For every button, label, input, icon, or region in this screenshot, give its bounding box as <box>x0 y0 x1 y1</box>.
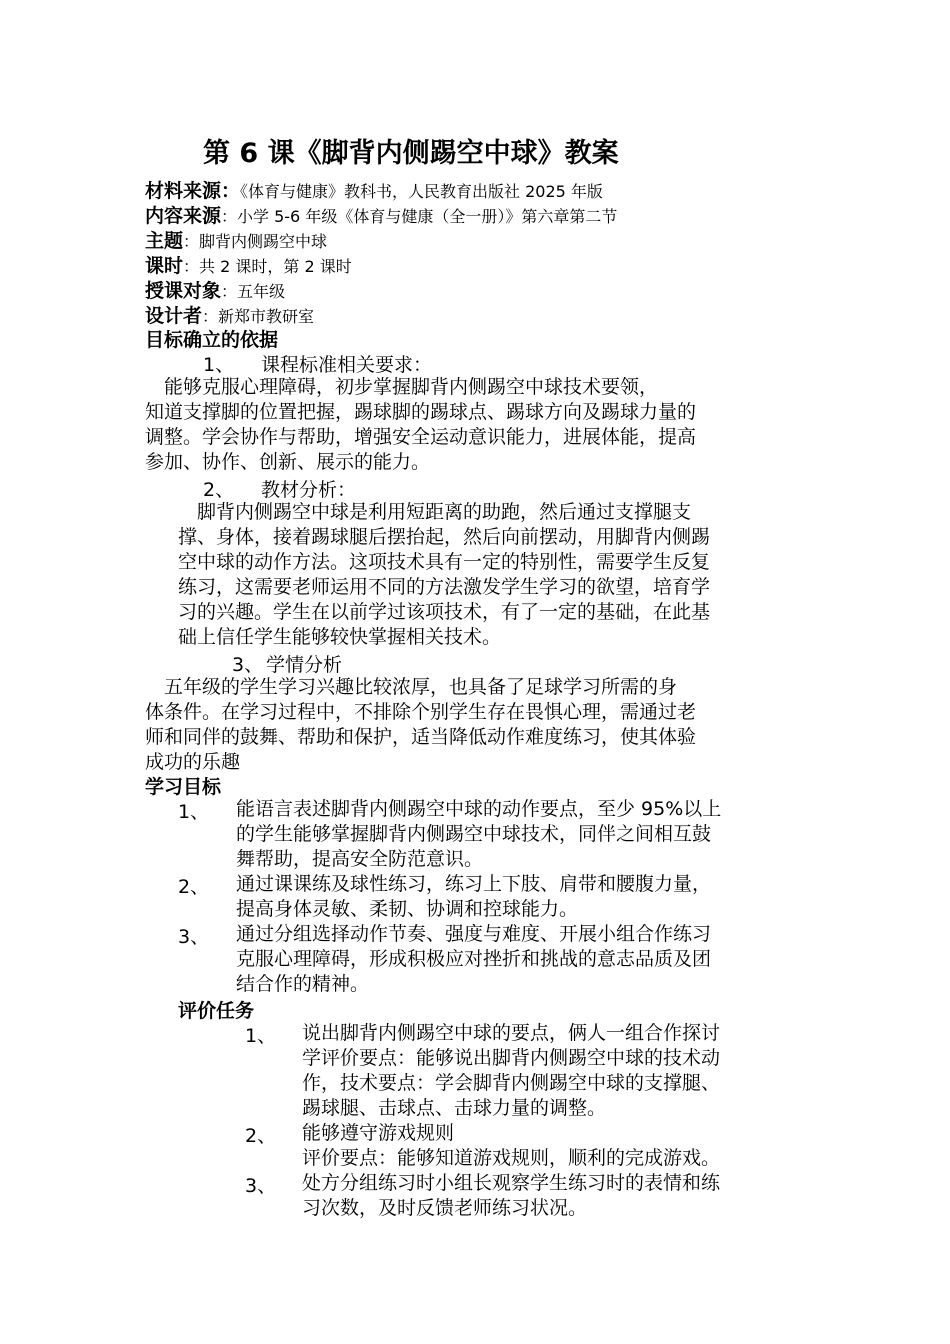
text-line: 提高身体灵敏、柔韧、协调和控球能力。 <box>236 898 579 920</box>
goal-item-body <box>236 872 816 922</box>
text-line: 克服心理障碍，形成积极应对挫折和挑战的意志品质及团 <box>236 948 712 970</box>
basis-item-title: 课程标准相关要求： <box>261 354 433 376</box>
meta-value: ：新郑市教研室 <box>202 307 315 326</box>
text-line: 习次数，及时反馈老师练习状况。 <box>302 1197 588 1219</box>
text-line: 通过分组选择动作节奏、强度与难度、开展小组合作练习 <box>236 923 712 945</box>
basis-item-body <box>145 675 815 775</box>
text-line: 脚背内侧踢空中球是利用短距离的助跑，然后通过支撑腿支 <box>178 501 692 523</box>
text-line: 说出脚背内侧踢空中球的要点，俩人一组合作探讨 <box>302 1022 721 1044</box>
text-line: 作，技术要点：学会脚背内侧踢空中球的支撑腿、 <box>302 1072 721 1094</box>
basis-item-body <box>145 375 815 475</box>
meta-line-audience <box>145 276 285 303</box>
basis-item-number: 3、 <box>232 654 264 676</box>
text-line: 能够遵守游戏规则 <box>302 1122 455 1144</box>
text-line: 参加、协作、创新、展示的能力。 <box>145 451 431 473</box>
text-line: 的学生能够掌握脚背内侧踢空中球技术，同伴之间相互鼓 <box>236 823 712 845</box>
meta-label: 设计者 <box>145 305 203 327</box>
text-line: 处方分组练习时小组长观察学生练习时的表情和练 <box>302 1172 721 1194</box>
goal-item-body <box>236 797 816 872</box>
goal-item-number: 3、 <box>178 926 210 948</box>
basis-item-title: 教材分析： <box>261 479 357 501</box>
goal-item-number: 1、 <box>178 801 210 823</box>
section-heading-goals: 学习目标 <box>145 776 222 798</box>
text-line: 础上信任学生能够较快掌握相关技术。 <box>178 626 502 648</box>
text-line: 成功的乐趣 <box>145 751 241 773</box>
text-line: 评价要点：能够知道游戏规则，顺利的完成游戏。 <box>302 1147 721 1169</box>
text-line: 踢球腿、击球点、击球力量的调整。 <box>302 1097 607 1119</box>
text-line: 五年级的学生学习兴趣比较浓厚，也具备了足球学习所需的身 <box>145 676 678 698</box>
meta-value: ：共 2 课时，第 2 课时 <box>183 257 352 276</box>
meta-label: 主题 <box>145 230 184 252</box>
text-line: 撑、身体，接着踢球腿后摆抬起，然后向前摆动，用脚背内侧踢 <box>178 526 711 548</box>
text-line: 调整。学会协作与帮助，增强安全运动意识能力，进展体能，提高 <box>145 426 697 448</box>
eval-item-body <box>302 1171 822 1221</box>
meta-label: 材料来源： <box>145 180 241 202</box>
section-heading-evaluation: 评价任务 <box>178 1000 255 1022</box>
eval-item-number: 3、 <box>245 1175 277 1197</box>
meta-value: ：脚背内侧踢空中球 <box>183 232 328 251</box>
text-line: 习的兴趣。学生在以前学过该项技术，有了一定的基础，在此基 <box>178 601 711 623</box>
meta-line-designer <box>145 301 314 328</box>
text-line: 通过课课练及球性练习，练习上下肢、肩带和腰腹力量， <box>236 873 712 895</box>
text-line: 知道支撑脚的位置把握，踢球脚的踢球点、踢球方向及踢球力量的 <box>145 401 697 423</box>
eval-item-body <box>302 1021 822 1121</box>
meta-label: 课时 <box>145 255 184 277</box>
meta-label: 内容来源 <box>145 205 222 227</box>
basis-item-body <box>178 500 818 650</box>
basis-item-title: 学情分析 <box>266 654 343 676</box>
meta-line-material-source <box>145 176 603 203</box>
eval-item-number: 1、 <box>245 1025 277 1047</box>
text-line: 结合作的精神。 <box>236 973 370 995</box>
section-heading-basis: 目标确立的依据 <box>145 329 279 351</box>
meta-value: 《体育与健康》教科书，人民教育出版社 2025 年版 <box>240 182 603 201</box>
meta-line-content-source <box>145 201 617 228</box>
meta-value: ：小学 5-6 年级《体育与健康（全一册）》第六章第二节 <box>221 207 618 226</box>
basis-item-number: 2、 <box>203 479 235 501</box>
text-line: 能够克服心理障碍，初步掌握脚背内侧踢空中球技术要领， <box>145 376 659 398</box>
text-line: 体条件。在学习过程中，不排除个别学生存在畏惧心理，需通过老 <box>145 701 697 723</box>
text-line: 舞帮助，提高安全防范意识。 <box>236 848 484 870</box>
text-line: 能语言表述脚背内侧踢空中球的动作要点，至少 95%以上 <box>236 798 722 820</box>
eval-item-body <box>302 1121 822 1171</box>
meta-line-hours <box>145 251 352 278</box>
text-line: 空中球的动作方法。这项技术具有一定的特别性，需要学生反复 <box>178 551 711 573</box>
goal-item-number: 2、 <box>178 876 210 898</box>
basis-item-number: 1、 <box>203 354 235 376</box>
meta-line-topic <box>145 226 327 253</box>
text-line: 师和同伴的鼓舞、帮助和保护，适当降低动作难度练习，使其体验 <box>145 726 697 748</box>
text-line: 学评价要点：能够说出脚背内侧踢空中球的技术动 <box>302 1047 721 1069</box>
page-title: 第 6 课《脚背内侧踢空中球》教案 <box>203 138 619 169</box>
text-line: 练习，这需要老师运用不同的方法激发学生学习的欲望，培育学 <box>178 576 711 598</box>
meta-value: ：五年级 <box>221 282 286 301</box>
goal-item-body <box>236 922 816 997</box>
eval-item-number: 2、 <box>245 1125 277 1147</box>
meta-label: 授课对象 <box>145 280 222 302</box>
